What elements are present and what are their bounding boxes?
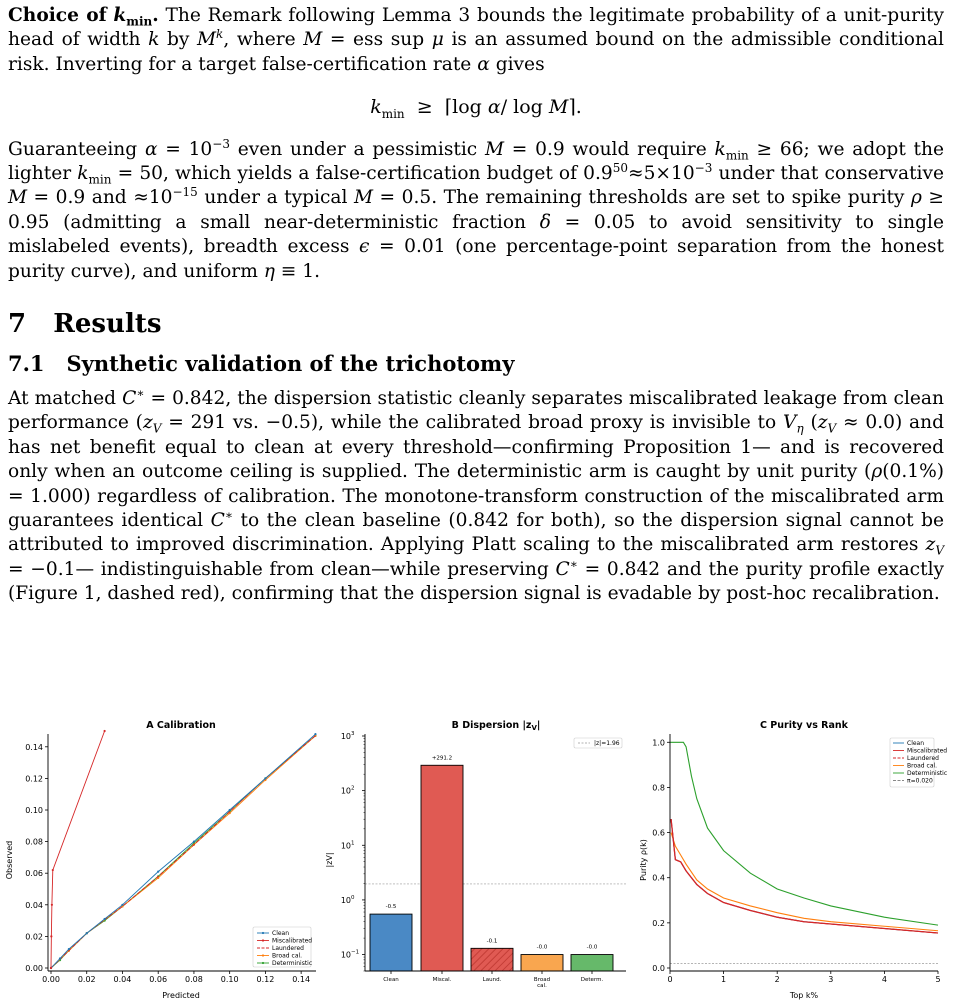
x-tick-label: 0.08	[185, 975, 203, 984]
legend-label: Clean	[907, 740, 925, 747]
series-point	[264, 777, 266, 779]
chart-a-title: A Calibration	[146, 720, 216, 731]
section-heading: 7 Results	[8, 309, 162, 340]
y-tick-label: 0.06	[25, 869, 43, 879]
legend-marker	[262, 962, 264, 964]
x-tick-label: 4	[881, 975, 887, 984]
x-tick-label: 0.12	[256, 975, 275, 984]
chart-b-ylabel: |zV|	[325, 852, 334, 868]
y-tick-label: 0.6	[652, 828, 665, 838]
series-point	[50, 967, 52, 969]
bar-0	[370, 914, 412, 971]
bar-2	[471, 948, 513, 971]
bar-4	[571, 955, 613, 971]
dispersion-chart	[322, 712, 632, 1004]
bar-1	[421, 765, 463, 971]
series-point	[51, 904, 53, 906]
x-category-label: Laund.	[482, 977, 502, 983]
bar-value-label: -0.1	[486, 938, 498, 945]
y-tick-label: 10	[340, 732, 351, 741]
y-tick-exponent: −1	[351, 949, 360, 956]
x-category-label: Clean	[383, 977, 399, 983]
legend-label: Broad cal.	[272, 952, 303, 960]
series-line-0	[671, 819, 938, 933]
x-tick-label: 5	[935, 975, 941, 984]
paragraph-results: At matched C∗ = 0.842, the dispersion statistic cleanly separates miscalibrated leakage from clean performance ($z_V = 291$ vs. −0.5), while the calibrated broad proxy is invisible to $V_\eta$ $(z_V \approx 0.0)$ and has net benefit equal to clean at every threshold—confirming Proposition 1— and is recovered only when an outcome ceiling is supplied. The deterministic arm is caught by unit purity (ρ(0.1%) = 1.000) regardless of calibration. The monotone-transform construction of the miscalibrated arm guarantees identical C∗ to the clean baseline (0.842 for both), so the dispersion signal cannot be attributed to improved discrimination. Applying Platt scaling to the miscalibrated arm restores $z_V$ = −0.1— indistinguishable from clean—while preserving C∗ = 0.842 and the purity profile exactly (Figure 1, dashed red), confirming that the dispersion signal is evadable by post-hoc recalibration.	[8, 385, 945, 605]
legend-label: Laundered	[272, 945, 304, 952]
legend-marker	[262, 939, 264, 941]
legend-marker	[262, 954, 264, 956]
subsection-heading: 7.1 Synthetic validation of the trichotomy	[8, 351, 515, 377]
purity-rank-chart	[634, 712, 954, 1004]
series-point	[50, 935, 52, 937]
series-point	[314, 733, 316, 735]
x-tick-label: 0.00	[42, 975, 60, 984]
paragraph-lead: Choice of	[8, 5, 107, 26]
series-point	[104, 730, 106, 732]
x-tick-label: 0.06	[149, 975, 168, 984]
series-point	[104, 918, 106, 920]
y-tick-label: 0.10	[25, 806, 43, 815]
y-tick-label: 0.00	[25, 964, 43, 973]
legend-label: π=0.020	[907, 777, 933, 785]
chart-a-ylabel: Observed	[5, 840, 14, 880]
bar-value-label: +291.2	[431, 755, 453, 762]
bar-value-label: -0.0	[586, 944, 598, 951]
series-point	[229, 809, 231, 811]
legend-marker	[262, 932, 264, 934]
bar-value-label: -0.0	[536, 944, 548, 951]
x-tick-label: 0	[667, 975, 673, 984]
x-category-label: Miscal.	[432, 977, 452, 983]
chart-b-title: B Dispersion $|z_V|$	[451, 720, 541, 732]
y-tick-label: 0.4	[652, 873, 665, 883]
series-point	[193, 841, 195, 843]
chart-c-title: C Purity vs Rank	[760, 720, 848, 731]
paragraph-thresholds: Guaranteeing $\alpha = 10^{-3}$ even under a pessimistic M = 0.9 would require $k_{min} \ge 66$; we adopt the lighter $k_{min} = 50$, which yields a false-certification budget of $0.9^{50}\approx 5\times 10^{-3}$ under that conservative M = 0.9 and $\approx 10^{-15}$ under a typical M = 0.5. The remaining thresholds are set to spike purity ρ ≥ 0.95 (admitting a small near-deterministic fraction δ = 0.05 to avoid sensitivity to single mislabeled events), breadth excess ϵ = 0.01 (one percentage-point separation from the honest purity curve), and uniform η ≡ 1.	[8, 136, 945, 282]
y-tick-label: 10	[340, 895, 351, 905]
y-tick-label: 0.12	[25, 774, 43, 784]
legend-label: Deterministic	[907, 770, 948, 777]
chart-c-xlabel: Top k%	[789, 991, 819, 1000]
y-tick-label: 0.08	[25, 837, 43, 847]
x-category-label: cal.	[537, 983, 547, 989]
calibration-chart	[0, 712, 320, 1004]
series-point	[86, 932, 88, 934]
series-point	[121, 904, 123, 906]
y-tick-label: 10	[340, 786, 351, 796]
y-tick-exponent: 1	[351, 840, 355, 847]
legend-label: Clean	[272, 930, 290, 937]
series-point	[52, 869, 54, 871]
x-tick-label: 0.10	[220, 975, 239, 984]
figure-panels	[0, 712, 954, 1004]
chart-b-ref-legend: |z|=1.96	[594, 740, 620, 747]
legend-label: Broad cal.	[907, 762, 938, 770]
y-tick-exponent: 3	[351, 731, 355, 737]
bar-value-label: -0.5	[385, 904, 397, 911]
x-tick-label: 0.02	[77, 975, 96, 984]
paragraph-kmin-choice: Choice of $k_{min}$. The Remark following Lemma 3 bounds the legitimate probability of a unit-purity head of width k by $M^k$, where M = ess sup μ is an assumed bound on the admissible conditional risk. Inverting for a target false-certification rate α gives	[8, 5, 944, 75]
y-tick-label: 10	[340, 950, 351, 960]
legend-label: Laundered	[907, 755, 939, 762]
chart-a-xlabel: Predicted	[162, 991, 200, 1000]
x-category-label: Determ.	[580, 977, 604, 983]
chart-c-ylabel: Purity ρ(k)	[639, 839, 648, 881]
y-tick-label: 0.8	[652, 783, 665, 793]
x-tick-label: 2	[774, 975, 780, 984]
legend-label: Miscalibrated	[907, 747, 948, 755]
series-point	[68, 948, 70, 950]
x-category-label: Broad	[533, 977, 551, 983]
y-tick-label: 0.2	[652, 918, 665, 928]
series-line-3	[671, 833, 938, 931]
y-tick-exponent: 2	[351, 785, 355, 792]
series-line-1	[671, 819, 938, 933]
y-tick-exponent: 0	[351, 894, 355, 901]
equation-kmin: $k_{min}$ ≥ ⌈log α/ log M⌉.	[370, 96, 582, 122]
x-tick-label: 0.14	[292, 975, 311, 984]
y-tick-label: 0.04	[25, 900, 43, 910]
series-line-2	[671, 819, 938, 933]
x-tick-label: 3	[828, 975, 834, 984]
series-line-miscalibrated	[51, 731, 105, 968]
series-point	[157, 871, 159, 873]
bar-3	[521, 955, 563, 971]
y-tick-label: 0.14	[25, 742, 43, 752]
y-tick-label: 0.02	[25, 932, 43, 942]
y-tick-label: 0.0	[652, 964, 665, 973]
y-tick-label: 1.0	[652, 738, 665, 748]
x-tick-label: 1	[721, 975, 727, 984]
series-point	[59, 957, 61, 959]
legend-label: Miscalibrated	[272, 937, 313, 945]
legend-label: Deterministic	[272, 960, 313, 967]
y-tick-label: 10	[340, 841, 351, 851]
x-tick-label: 0.04	[113, 975, 132, 984]
